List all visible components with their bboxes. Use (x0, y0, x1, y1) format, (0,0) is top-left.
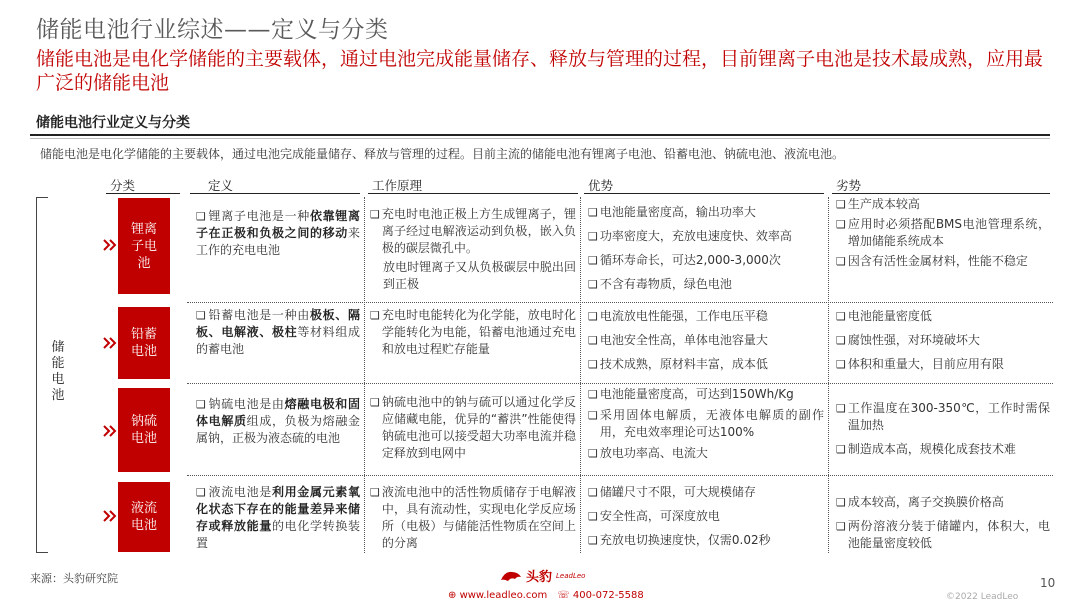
advantages-lead-acid: ❑ 电流放电性能强，工作电压平稳 ❑ 电池安全性高，单体电池容量大 ❑ 技术成熟，原材料丰富，成本低 (588, 309, 768, 371)
checkbox-icon: ❑ (588, 447, 598, 460)
checkbox-icon: ❑ (836, 520, 846, 533)
checkbox-icon: ❑ (370, 309, 380, 322)
source-note: 来源：头豹研究院 (30, 572, 118, 585)
checkbox-icon: ❑ (836, 358, 846, 371)
definition-lithium-ion: ❑ 锂离子电池是一种依靠锂离子在正极和负极之间的移动来工作的充电电池 (196, 209, 360, 257)
group-label: 储能电池 (51, 340, 65, 403)
website-link[interactable]: ⊕ www.leadleo.com (448, 590, 548, 601)
advantages-flow-battery: ❑ 储罐尺寸不限，可大规模储存 ❑ 安全性高，可深度放电 ❑ 充放电切换速度快，仅需0.02秒 (588, 485, 771, 547)
category-flow-battery: 液流电池 (118, 482, 170, 552)
checkbox-icon: ❑ (836, 310, 846, 323)
checkbox-icon: ❑ (588, 278, 598, 291)
category-sodium-sulfur: 钠硫电池 (118, 388, 170, 472)
row-separator (187, 383, 1053, 384)
definition-lead-acid: ❑ 铅蓄电池是一种由极板、隔板、电解液、极柱等材料组成的蓄电池 (196, 308, 360, 356)
principle-lithium-ion: ❑ 充电时电池正极上方生成锂离子，锂离子经过电解液运动到负极，嵌入负极的碳层微孔中。 放电时锂离子又从负极碳层中脱出回到正极 (370, 207, 576, 291)
principle-flow-battery: ❑ 液流电池中的活性物质储存于电解液中，具有流动性，实现电化学反应场所（电极）与储能活性物质在空间上的分离 (370, 485, 576, 550)
double-chevron-right-icon (102, 423, 118, 439)
checkbox-icon: ❑ (196, 210, 206, 223)
phone-number: ☏ 400-072-5588 (557, 590, 644, 601)
checkbox-icon: ❑ (588, 334, 598, 347)
column-header-definition: 定义 (208, 178, 234, 193)
checkbox-icon: ❑ (588, 358, 598, 371)
checkbox-icon: ❑ (370, 208, 380, 221)
copyright: ©2022 LeadLeo (946, 592, 1019, 602)
disadvantages-lead-acid: ❑ 电池能量密度低 ❑ 腐蚀性强，对环境破坏大 ❑ 体积和重量大，目前应用有限 (836, 309, 1004, 371)
checkbox-icon: ❑ (836, 218, 846, 231)
checkbox-icon: ❑ (836, 402, 846, 415)
row-separator (187, 302, 1053, 303)
checkbox-icon: ❑ (370, 486, 380, 499)
section-intro: 储能电池是电化学储能的主要载体，通过电池完成能量储存、释放与管理的过程。目前主流的储能电池有锂离子电池、铅蓄电池、钠硫电池、液流电池。 (40, 147, 845, 161)
phone-icon: ☏ (557, 590, 570, 601)
checkbox-icon: ❑ (588, 510, 598, 523)
group-brace (36, 197, 48, 553)
column-header-underline (584, 193, 824, 194)
definition-sodium-sulfur: ❑ 钠硫电池是由熔融电极和固体电解质组成，负极为熔融金属钠，正极为液态硫的电池 (196, 397, 360, 445)
checkbox-icon: ❑ (588, 254, 598, 267)
globe-icon: ⊕ (448, 590, 457, 601)
checkbox-icon: ❑ (196, 309, 206, 322)
column-separator (364, 197, 365, 553)
double-chevron-right-icon (102, 508, 118, 524)
checkbox-icon: ❑ (588, 409, 598, 422)
page-number: 10 (1040, 576, 1056, 590)
leopard-logo-icon (500, 568, 522, 584)
checkbox-icon: ❑ (588, 486, 598, 499)
column-header-underline (832, 193, 1050, 194)
disadvantages-sodium-sulfur: ❑ 工作温度在300-350℃，工作时需保温加热 ❑ 制造成本高，规模化成套技术难 (836, 401, 1050, 456)
advantages-sodium-sulfur: ❑ 电池能量密度高，可达到150Wh/Kg ❑ 采用固体电解质，无液体电解质的副作用，充电效率理论可达100% ❑ 放电功率高、电流大 (588, 387, 824, 460)
column-header-underline (106, 193, 180, 194)
principle-sodium-sulfur: ❑ 钠硫电池中的钠与硫可以通过化学反应储藏电能，优异的“蓄洪”性能使得钠硫电池可以接受超大功率电流并稳定释放到电网中 (370, 395, 576, 460)
disadvantages-flow-battery: ❑ 成本较高，离子交换膜价格高 ❑ 两份溶液分装于储罐内，体积大，电池能量密度较低 (836, 495, 1050, 550)
checkbox-icon: ❑ (588, 230, 598, 243)
checkbox-icon: ❑ (196, 398, 206, 411)
checkbox-icon: ❑ (836, 255, 846, 268)
column-header-underline (368, 193, 578, 194)
checkbox-icon: ❑ (588, 206, 598, 219)
section-divider-thin (30, 138, 1050, 139)
column-header-principle: 工作原理 (372, 178, 423, 193)
definition-flow-battery: ❑ 液流电池是利用金属元素氧化状态下存在的能量差异来储存或释放能量的电化学转换装置 (196, 485, 360, 550)
category-lead-acid: 铅蓄电池 (118, 307, 170, 379)
row-separator (187, 475, 1053, 476)
page-title: 储能电池行业综述——定义与分类 (36, 17, 389, 43)
checkbox-icon: ❑ (836, 443, 846, 456)
section-divider (30, 134, 1050, 136)
checkbox-icon: ❑ (588, 534, 598, 547)
contact-info (448, 590, 644, 601)
checkbox-icon: ❑ (836, 496, 846, 509)
section-title: 储能电池行业定义与分类 (36, 115, 190, 131)
brand-logo: 头豹 LeadLeo (500, 566, 585, 585)
column-header-advantages: 优势 (588, 178, 614, 193)
category-lithium-ion: 锂离子电池 (118, 198, 170, 294)
double-chevron-right-icon (102, 335, 118, 351)
checkbox-icon: ❑ (588, 310, 598, 323)
column-header-category: 分类 (110, 178, 136, 193)
page-subtitle: 储能电池是电化学储能的主要载体，通过电池完成能量储存、释放与管理的过程，目前锂离子电池是技术最成熟，应用最广泛的储能电池 (36, 48, 1044, 94)
column-header-underline (190, 193, 360, 194)
logo-subtext: LeadLeo (556, 571, 586, 580)
checkbox-icon: ❑ (370, 396, 380, 409)
column-header-disadvantages: 劣势 (836, 178, 862, 193)
column-separator (580, 197, 581, 553)
principle-lead-acid: ❑ 充电时电能转化为化学能，放电时化学能转化为电能，铅蓄电池通过充电和放电过程贮存能量 (370, 308, 576, 356)
checkbox-icon: ❑ (588, 388, 598, 401)
checkbox-icon: ❑ (836, 198, 846, 211)
column-separator (828, 197, 829, 553)
checkbox-icon: ❑ (836, 334, 846, 347)
checkbox-icon: ❑ (196, 486, 206, 499)
double-chevron-right-icon (102, 237, 118, 253)
advantages-lithium-ion: ❑ 电池能量密度高，输出功率大 ❑ 功率密度大，充放电速度快、效率高 ❑ 循环寿命长，可达2,000-3,000次 ❑ 不含有毒物质，绿色电池 (588, 205, 792, 291)
disadvantages-lithium-ion: ❑ 生产成本较高 ❑ 应用时必须搭配BMS电池管理系统，增加储能系统成本 ❑ 因含有活性金属材料，性能不稳定 (836, 197, 1050, 268)
